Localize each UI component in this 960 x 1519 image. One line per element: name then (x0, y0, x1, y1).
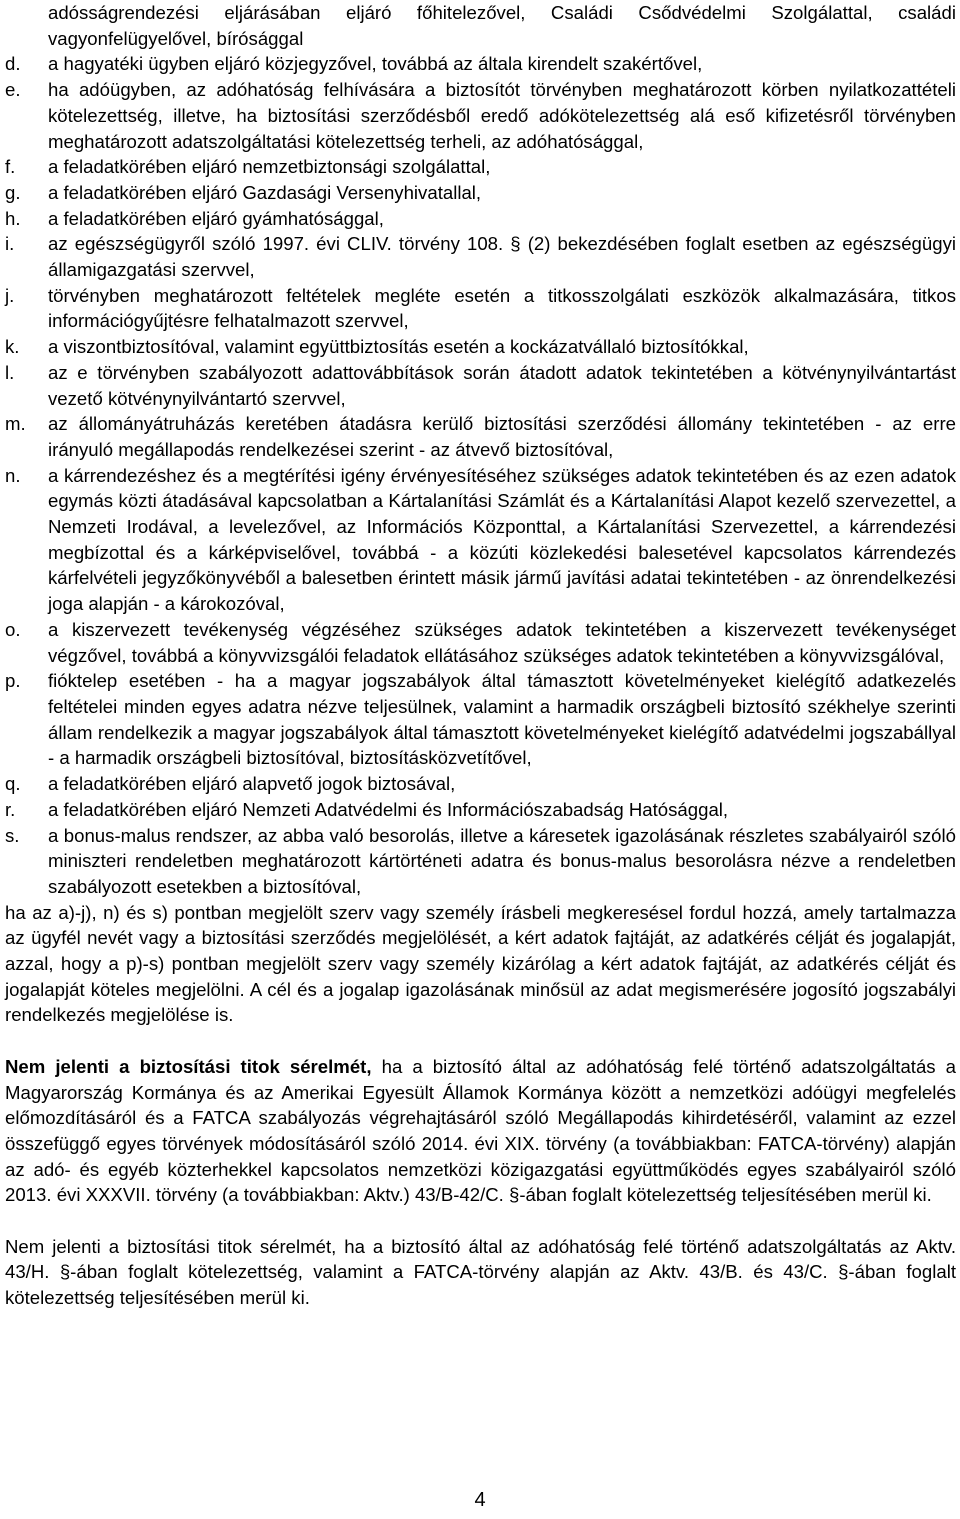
page-number: 4 (474, 1489, 486, 1511)
list-item (5, 668, 956, 771)
list-item (5, 283, 956, 334)
list-item-text: törvényben meghatározott feltételek megléte esetén a titkosszolgálati eszközök alkalmazására, titkos információgyűjtésre felhatalmazott szervvel, (48, 284, 956, 332)
list-item (5, 77, 956, 154)
list-item-text: a kárrendezéshez és a megtérítési igény érvényesítéséhez szükséges adatok tekintetében és az ezen adatok egymás közti átadásával kapcsolatban a Kártalanítási Számlát és a Kártalanítási Alapot kezelő szervezettel, a Nemzeti Irodával, a levelezővel, az Információs Központtal, a Kártalanítási Szervezettel, a kárrendezési megbízottal és a kárképviselővel, továbbá - a közúti közlekedési balesetével kapcsolatos kárrendezés kárfelvételi jegyzőkönyvéből a balesetben érintett másik jármű javítási adatai tekintetében - az önrendelkezési joga alapján - a károkozóval, (48, 464, 956, 615)
aktv-paragraph: Nem jelenti a biztosítási titok sérelmét, ha a biztosító által az adóhatóság felé történő adatszolgáltatás az Aktv. 43/H. §-ában foglalt kötelezettség, valamint a FATCA-törvény alapján az Aktv. 43/B. és 43/C. §-ában foglalt kötelezettség teljesítésében merül ki. (5, 1235, 956, 1309)
list-item (5, 154, 956, 180)
list-item-text: a bonus-malus rendszer, az abba való besorolás, illetve a káresetek igazolásának részletes szabályairól szóló miniszteri rendeletben meghatározott kártörténeti adatra és bonus-malus besorolásra nézve a rendeletben szabályozott esetekben a biztosítóval, (48, 824, 956, 897)
list-item-marker: r. (5, 798, 16, 820)
list-item-marker: p. (5, 670, 21, 692)
list-item-text: a feladatkörében eljáró Gazdasági Versenyhivatallal, (48, 181, 482, 203)
list-item (5, 617, 956, 668)
list-item-marker: o. (5, 618, 21, 640)
list-item (5, 463, 956, 617)
list-item-text: a feladatkörében eljáró Nemzeti Adatvédelmi és Információszabadság Hatósággal, (48, 798, 729, 820)
paragraph-gap (5, 1208, 956, 1234)
enumerated-list (5, 51, 956, 899)
list-item-marker: d. (5, 53, 21, 75)
list-item-text: az állományátruházás keretében átadásra kerülő biztosítási szerződési állomány tekintetében - az erre irányuló megállapodás rendelkezései szerint - az átvevő biztosítóval, (48, 413, 956, 460)
list-item-text: a feladatkörében eljáró gyámhatósággal, (48, 207, 384, 229)
list-item-text: a feladatkörében eljáró nemzetbiztonsági szolgálattal, (48, 156, 491, 178)
list-item-marker: e. (5, 79, 21, 101)
list-item-text: a feladatkörében eljáró alapvető jogok biztosával, (48, 773, 456, 795)
list-item-marker: n. (5, 464, 21, 486)
list-item-marker: l. (5, 361, 15, 383)
list-item (5, 334, 956, 360)
list-item (5, 797, 956, 823)
list-item-marker: j. (5, 284, 15, 306)
list-item-marker: m. (5, 413, 26, 435)
list-item-marker: q. (5, 773, 21, 795)
document-page (5, 0, 956, 1311)
list-item-marker: h. (5, 207, 21, 229)
list-item-text: fióktelep esetében - ha a magyar jogszabályok által támasztott követelményeket kielégítő adatkezelés feltételei minden egyes adatra nézve teljesülnek, valamint a harmadik országbeli biztosító székhelye szerinti állam rendelkezik a magyar jogszabályok által támasztott követelményeket kielégítő adatvédelmi jogszabállyal - a harmadik országbeli biztosítóval, biztosításközvetítővel, (48, 670, 956, 769)
list-item (5, 231, 956, 282)
list-item-text: a kiszervezett tevékenység végzéséhez szükséges adatok tekintetében a kiszervezett tevékenységet végzővel, továbbá a könyvvizsgálói feladatok ellátásához szükséges adatok tekintetében a könyvvizsgálóval, (48, 618, 956, 666)
list-item-marker: f. (5, 156, 16, 178)
list-item (5, 411, 956, 462)
list-item (5, 823, 956, 900)
list-item-continuation (5, 0, 956, 51)
list-item (5, 51, 956, 77)
fatca-paragraph (5, 1054, 956, 1208)
list-item-marker: k. (5, 336, 20, 358)
list-item (5, 206, 956, 232)
list-item (5, 180, 956, 206)
closing-paragraph: ha az a)-j), n) és s) pontban megjelölt szerv vagy személy írásbeli megkeresésel fordul hozzá, amely tartalmazza az ügyfél nevét vagy a biztosítási szerződés megjelölését, a kért adatok fajtáját, az adatkérés célját és jogalapját, azzal, hogy a p)-s) pontban megjelölt szerv vagy személy kizárólag a kért adatok fajtáját, az adatkérés célját és jogalapját köteles megjelölni. A cél és a jogalap igazolásának minősül az adat megismerésére jogosító jogszabályi rendelkezés megjelölése is. (5, 901, 956, 1026)
paragraph-gap (5, 1028, 956, 1054)
list-item-text: az egészségügyről szóló 1997. évi CLIV. törvény 108. § (2) bekezdésében foglalt esetben az egészségügyi államigazgatási szervvel, (48, 233, 956, 281)
list-item (5, 360, 956, 411)
list-item-marker: i. (5, 233, 15, 255)
list-item-text: adósságrendezési eljárásában eljáró főhitelezővel, Családi Csődvédelmi Szolgálattal, családi vagyonfelügyelővel, bírósággal (48, 2, 956, 49)
list-item-text: a hagyatéki ügyben eljáró közjegyzővel, továbbá az általa kirendelt szakértővel, (48, 53, 703, 75)
list-item-marker: s. (5, 824, 20, 846)
list-item-text: a viszontbiztosítóval, valamint együttbiztosítás esetén a kockázatvállaló biztosítókkal, (48, 336, 749, 358)
list-item-text: az e törvényben szabályozott adattovábbítások során átadott adatok tekintetében a kötvénynyilvántartást vezető kötvénynyilvántartó szervvel, (48, 361, 956, 409)
fatca-paragraph-lead: Nem jelenti a biztosítási titok sérelmét, (5, 1055, 372, 1077)
list-item-text: ha adóügyben, az adóhatóság felhívására a biztosítót törvényben meghatározott körben nyilatkozattételi kötelezettség, illetve, ha biztosítási szerződésből eredő adókötelezettség alá eső kifizetésről törvényben meghatározott adatszolgáltatási kötelezettség terheli, az adóhatósággal, (48, 79, 956, 152)
list-item (5, 771, 956, 797)
list-item-marker: g. (5, 181, 21, 203)
fatca-paragraph-body: ha a biztosító által az adóhatóság felé történő adatszolgáltatás a Magyarország Kormánya és az Amerikai Egyesült Államok Kormánya között a nemzetközi adóügyi megfelelés előmozdításáról és a FATCA szabályozás végrehajtásáról szóló Megállapodás kihirdetéséről, valamint az ezzel összefüggő egyes törvények módosításáról szóló 2014. évi XIX. törvény (a továbbiakban: FATCA-törvény) alapján az adó- és egyéb közterhekkel kapcsolatos nemzetközi közigazgatási együttműködés egyes szabályairól szóló 2013. évi XXXVII. törvény (a továbbiakban: Aktv.) 43/B-42/C. §-ában foglalt kötelezettség teljesítésében merül ki. (5, 1055, 956, 1206)
